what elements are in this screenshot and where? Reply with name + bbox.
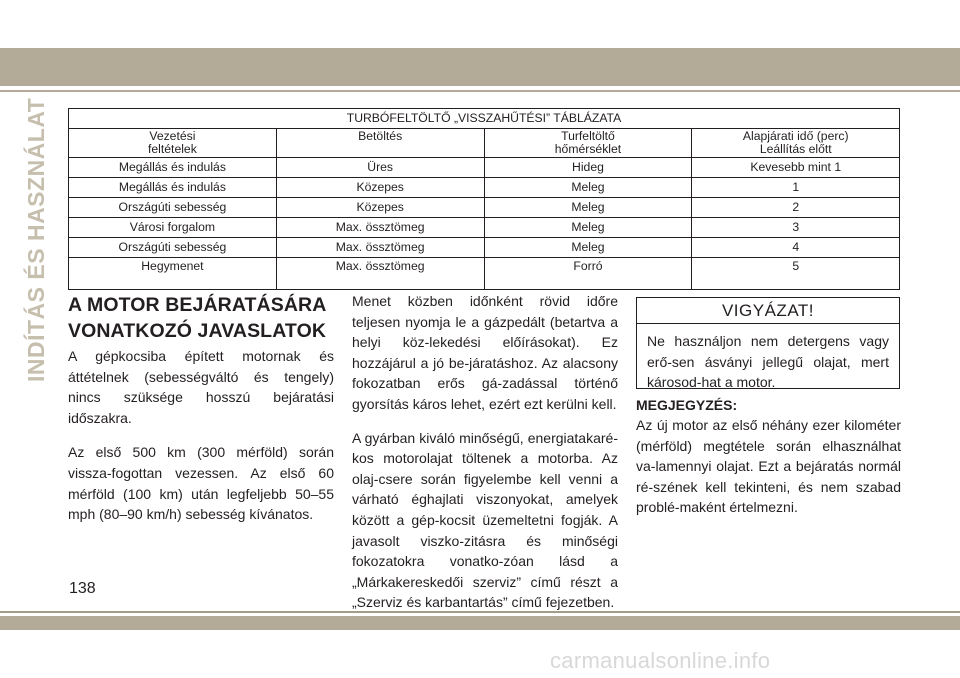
body-paragraph: Az első 500 km (300 mérföld) során vissza-fogottan vezessen. Az első 60 mérföld (100 km) után legfeljebb 50–55 mph (80–90 km/h) sebesség kívánatos. — [68, 444, 334, 523]
table-cell: Kevesebb mint 1 — [692, 158, 900, 178]
caution-title: VIGYÁZAT! — [637, 298, 899, 324]
table-row — [69, 158, 900, 178]
table-cell: Meleg — [484, 218, 692, 238]
page-number: 138 — [69, 580, 96, 597]
header-cell: Alapjárati idő (perc) Leállítás előtt — [692, 129, 900, 158]
body-paragraph: Menet közben időnként rövid időre teljesen nyomja le a gázpedált (betartva a helyi köz-lekedési előírásokat). Ez hozzájárul a jó be-járatáshoz. Az alacsony fokozatban erős gá-zadással történő gyorsítás káros lehet, ezért ezt kerülni kell. — [352, 293, 618, 412]
table-cell: Megállás és indulás — [69, 178, 277, 198]
table-cell: 4 — [692, 238, 900, 258]
table-cell: Max. össztömeg — [276, 218, 484, 238]
table-cell: 1 — [692, 178, 900, 198]
body-column-left — [68, 346, 334, 525]
note-text: Az új motor az első néhány ezer kilométer (mérföld) megtétele során elhasználhat va-lamennyi olajat. Ezt a bejáratás normál ré-szének kell tekinteni, és nem szabad problé-maként értelmezni. — [636, 417, 901, 516]
table-cell: Országúti sebesség — [69, 198, 277, 218]
footer-rule — [0, 611, 960, 613]
body-column-middle — [352, 291, 618, 613]
turbo-cooldown-table — [68, 108, 900, 290]
table-cell: 5 — [692, 258, 900, 290]
section-heading — [68, 292, 338, 344]
table-cell: 2 — [692, 198, 900, 218]
header-cell: Vezetési feltételek — [69, 129, 277, 158]
note-block — [636, 395, 901, 518]
body-paragraph: A gépkocsiba épített motornak és áttételnek (sebességváltó és tengely) nincs szüksége hosszú bejáratási időszakra. — [68, 348, 334, 426]
table-cell: Max. össztömeg — [276, 258, 484, 290]
table-header-row — [69, 129, 900, 158]
table-title: TURBÓFELTÖLTŐ „VISSZAHŰTÉSI” TÁBLÁZATA — [69, 109, 900, 129]
caution-box — [636, 297, 900, 389]
section-heading-line: A MOTOR BEJÁRATÁSÁRA — [68, 294, 327, 316]
section-heading-line: VONATKOZÓ JAVASLATOK — [68, 320, 327, 342]
body-paragraph: A gyárban kiváló minőségű, energiatakaré-kos motorolajat töltenek a motorba. Az olaj-csere során figyelembe kell venni a várható éghajlati viszonyokat, amelyek között a gép-kocsit üzemeltetni fogják. A javasolt viszko-zitásra és minőségi fokozatokra vonatko-zóan lásd a „Márkakereskedői szerviz” című részt a „Szerviz és karbantartás” című fejezetben. — [352, 429, 618, 611]
table-cell: Üres — [276, 158, 484, 178]
caution-text: Ne használjon nem detergens vagy erő-sen ásványi jellegű olajat, mert károsod-hat a motor. — [647, 333, 889, 391]
table-row — [69, 218, 900, 238]
table-cell: Városi forgalom — [69, 218, 277, 238]
table-cell: Meleg — [484, 198, 692, 218]
table-cell: Hideg — [484, 158, 692, 178]
table-cell: Max. össztömeg — [276, 238, 484, 258]
table-row — [69, 238, 900, 258]
table-cell: Közepes — [276, 198, 484, 218]
header-cell: Turfeltöltő hőmérséklet — [484, 129, 692, 158]
header-cell: Betöltés — [276, 129, 484, 158]
table-cell: Meleg — [484, 178, 692, 198]
table-cell: Hegymenet — [69, 258, 277, 290]
header-band — [0, 48, 960, 86]
header-rule — [0, 90, 960, 92]
table-cell: Közepes — [276, 178, 484, 198]
section-side-title: INDÍTÁS ÉS HASZNÁLAT — [23, 97, 49, 382]
table-cell: Megállás és indulás — [69, 158, 277, 178]
table-row — [69, 198, 900, 218]
table-cell: Országúti sebesség — [69, 238, 277, 258]
table-cell: 3 — [692, 218, 900, 238]
footer-band — [0, 616, 960, 630]
table-row — [69, 178, 900, 198]
table-row — [69, 258, 900, 290]
table-cell: Meleg — [484, 238, 692, 258]
note-title: MEGJEGYZÉS: — [636, 397, 738, 413]
table-cell: Forró — [484, 258, 692, 290]
watermark: carmanualsonline.info — [550, 648, 771, 673]
